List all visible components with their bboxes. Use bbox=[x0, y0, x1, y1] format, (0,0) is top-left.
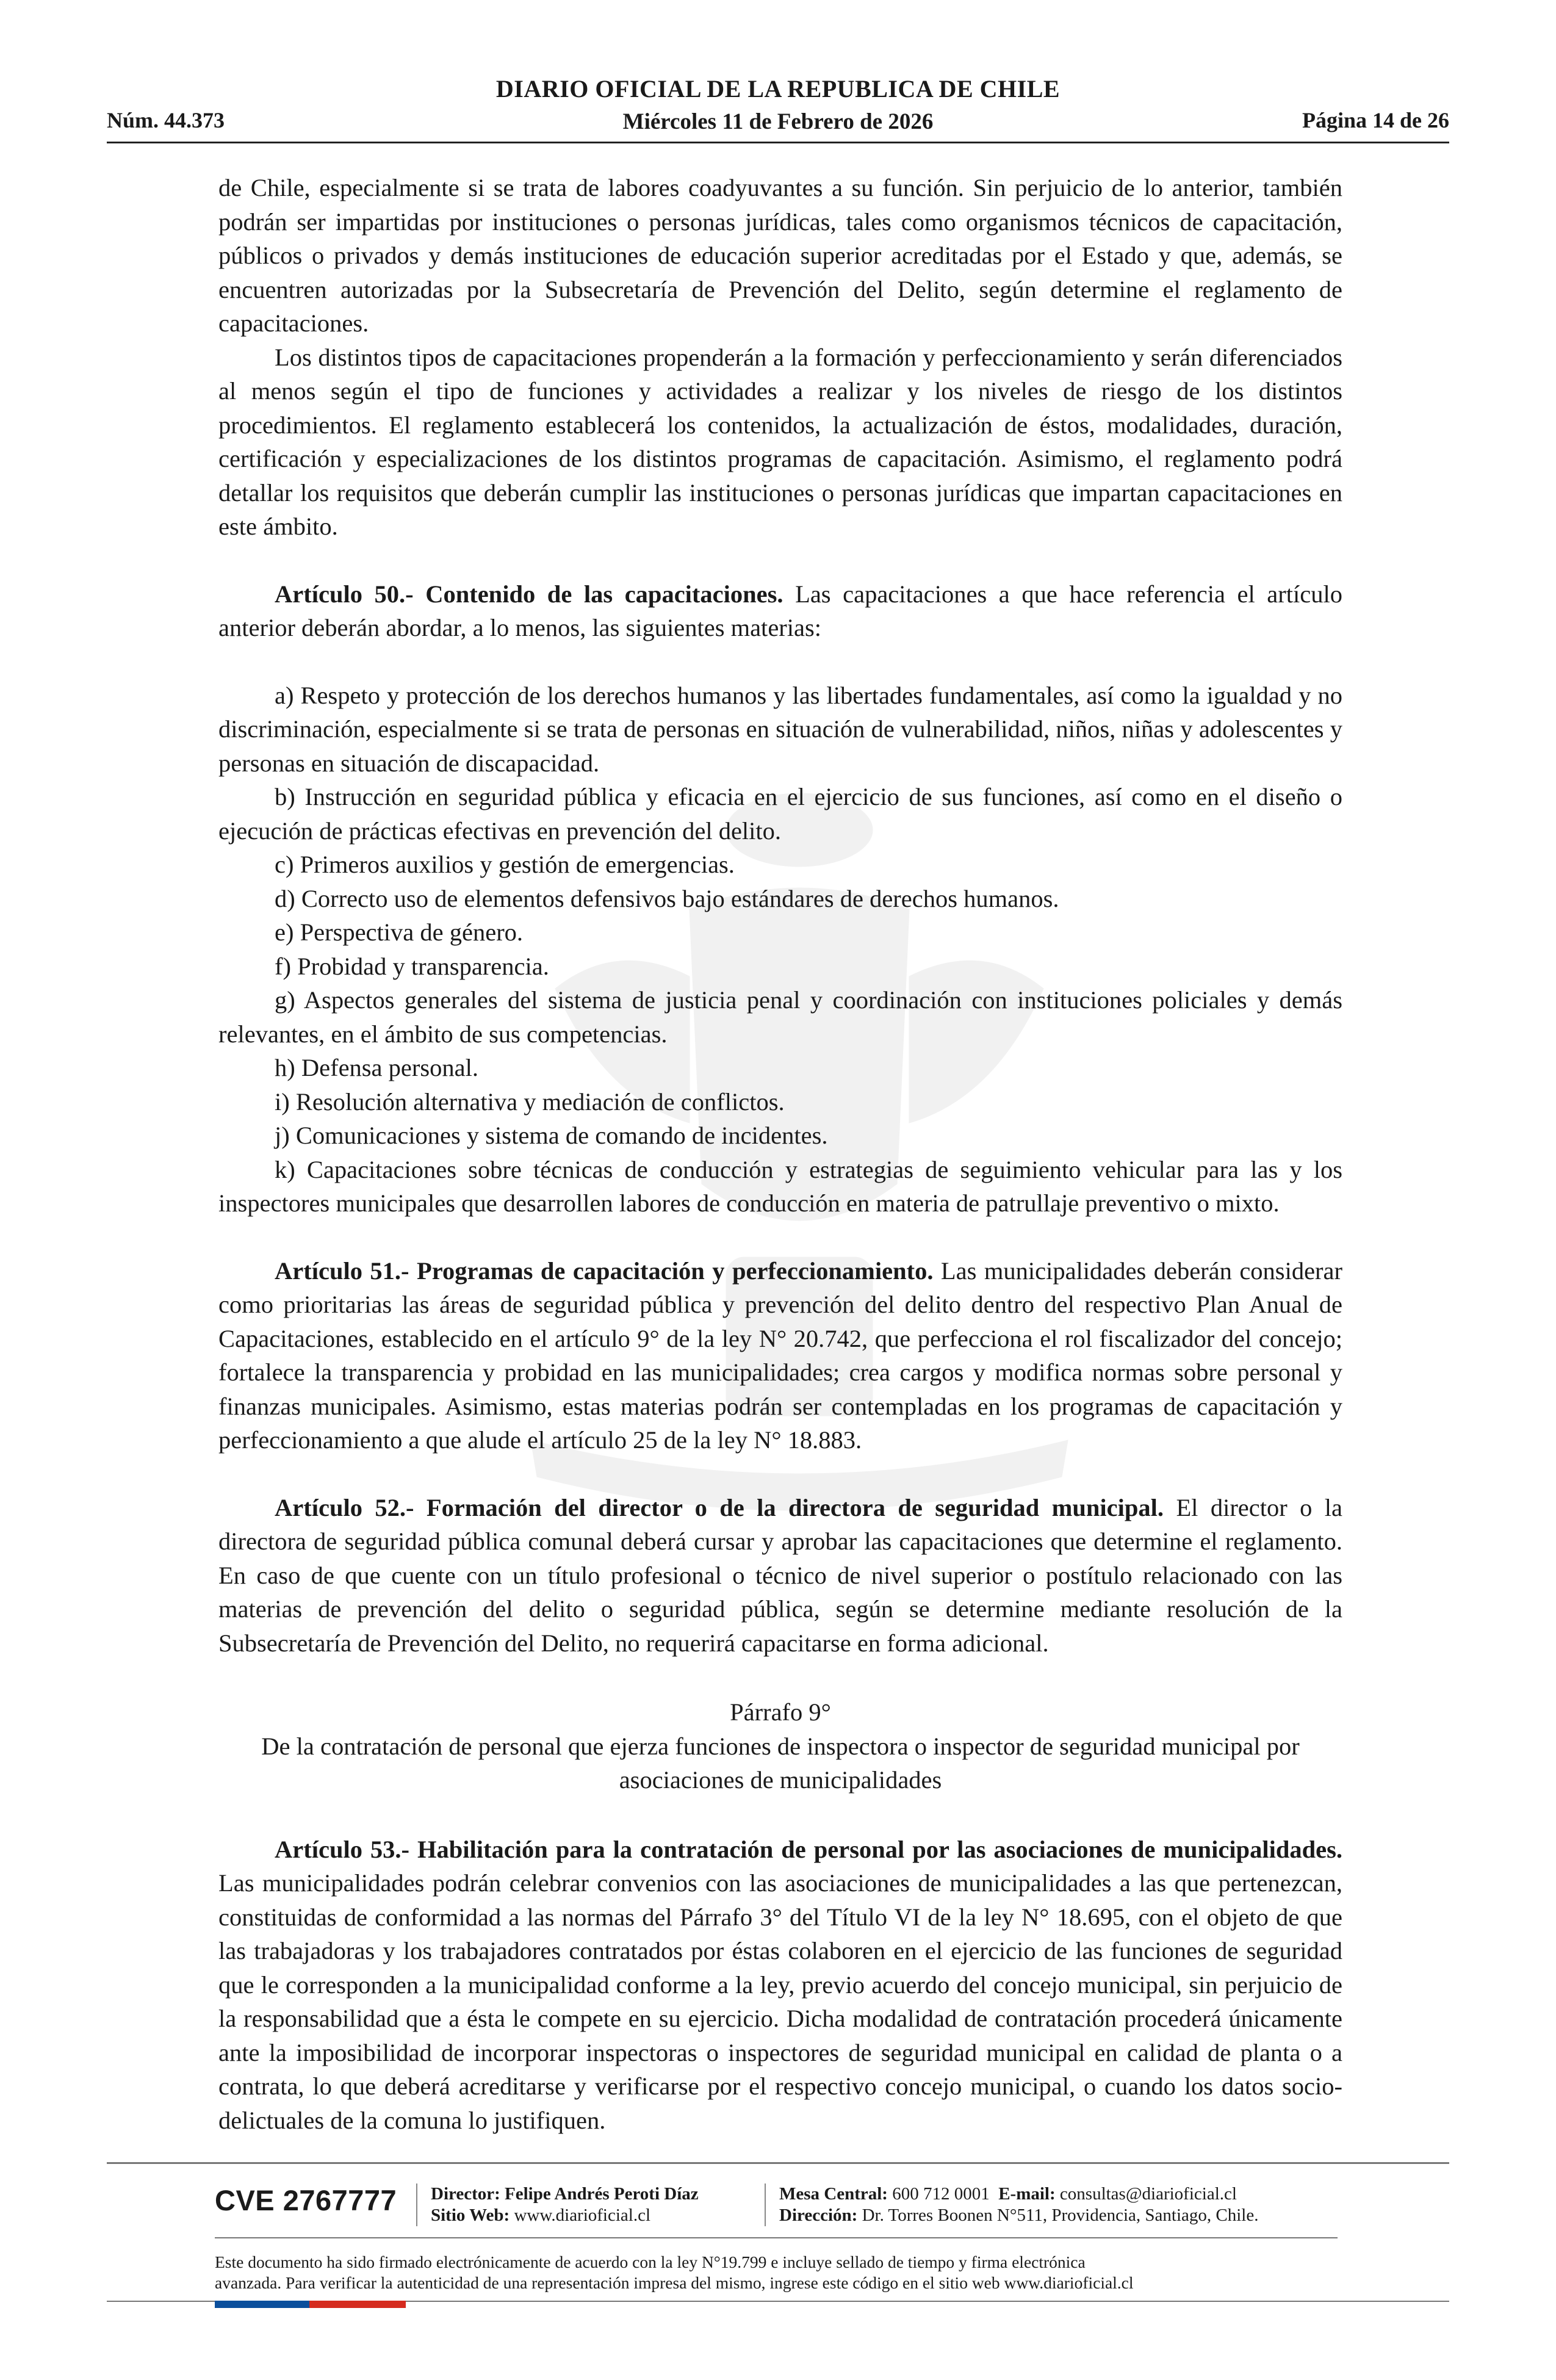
cve-code: CVE 2767777 bbox=[215, 2184, 397, 2216]
footer-separator bbox=[765, 2183, 766, 2226]
legal-line: Este documento ha sido firmado electrónicamente de acuerdo con la ley N°19.799 e incluye sellado de tiempo y firma electrónica bbox=[215, 2252, 1086, 2271]
article-51 bbox=[218, 1254, 1342, 1457]
address-value: Dr. Torres Boonen N°511, Providencia, Santiago, Chile. bbox=[862, 2205, 1259, 2225]
legal-line: avanzada. Para verificar la autenticidad de una representación impresa del mismo, ingrese este código en el sitio web www.diarioficial.cl bbox=[215, 2273, 1134, 2292]
article-50 bbox=[218, 577, 1342, 645]
article-52 bbox=[218, 1491, 1342, 1661]
footer-divider bbox=[215, 2237, 1338, 2238]
footer-director-block bbox=[431, 2183, 699, 2226]
list-item: g) Aspectos generales del sistema de justicia penal y coordinación con instituciones policiales y demás relevantes, en el ámbito de sus competencias. bbox=[218, 986, 1342, 1048]
email-link[interactable]: consultas@diarioficial.cl bbox=[1059, 2184, 1237, 2204]
list-item: i) Resolución alternativa y mediación de conflictos. bbox=[275, 1087, 785, 1116]
list-item: c) Primeros auxilios y gestión de emergencias. bbox=[275, 851, 735, 878]
article-heading: Artículo 51.- Programas de capacitación y perfeccionamiento. bbox=[275, 1257, 934, 1285]
header-center bbox=[107, 72, 1449, 138]
phone-label: Mesa Central: bbox=[779, 2184, 888, 2204]
director-label: Director: bbox=[431, 2184, 500, 2204]
article-text: El director o la directora de seguridad pública comunal deberá cursar y aprobar las capacitaciones que determine el reglamento. En caso de que cuente con un título profesional o técnico de nivel superior o postítulo relacionado con las materias de prevención del delito o seguridad pública, según se determine mediante resolución de la Subsecretaría de Prevención del Delito, no requerirá capacitarse en forma adicional. bbox=[218, 1493, 1342, 1657]
page-number: Página 14 de 26 bbox=[1302, 108, 1449, 132]
paragraph: de Chile, especialmente si se trata de labores coadyuvantes a su función. Sin perjuicio de lo anterior, también podrán ser impartidas por instituciones o personas jurídicas, tales como organismos técnicos de capacitación, públicos o privados y demás instituciones de educación superior acreditadas por el Estado y que, además, se encuentren autorizadas por la Subsecretaría de Prevención del Delito, según determine el reglamento de capacitaciones. bbox=[218, 174, 1342, 337]
list-item: f) Probidad y transparencia. bbox=[275, 952, 549, 980]
list-item: b) Instrucción en seguridad pública y eficacia en el ejercicio de sus funciones, así como en el diseño o ejecución de prácticas efectivas en prevención del delito. bbox=[218, 783, 1342, 845]
web-label: Sitio Web: bbox=[431, 2205, 510, 2225]
list-item: j) Comunicaciones y sistema de comando de incidentes. bbox=[275, 1122, 828, 1149]
footer-separator bbox=[416, 2183, 417, 2226]
list-item: h) Defensa personal. bbox=[275, 1054, 478, 1081]
legal-notice bbox=[215, 2252, 1341, 2293]
publication-date: Miércoles 11 de Febrero de 2026 bbox=[622, 109, 934, 134]
header-divider bbox=[107, 142, 1449, 143]
list-item: d) Correcto uso de elementos defensivos bajo estándares de derechos humanos. bbox=[275, 884, 1059, 912]
footer-contact-block bbox=[779, 2183, 1258, 2226]
director-name: Felipe Andrés Peroti Díaz bbox=[505, 2184, 699, 2204]
document-body bbox=[218, 171, 1342, 2137]
list-item: a) Respeto y protección de los derechos humanos y las libertades fundamentales, así como la igualdad y no discriminación, especialmente si se trata de personas en situación de vulnerabilidad, niños, niñas y adolescentes y personas en situación de discapacidad. bbox=[218, 681, 1342, 777]
web-link[interactable]: www.diarioficial.cl bbox=[514, 2205, 651, 2225]
page-header bbox=[107, 72, 1449, 145]
article-text: Las municipalidades podrán celebrar convenios con las asociaciones de municipalidades a las que pertenezcan, constituidas de conformidad a las normas del Párrafo 3° del Título VI de la ley N° 18.695, con el objeto de que las trabajadoras y los trabajadores contratados por éstas colaboren en el ejercicio de las funciones de seguridad que le corresponden a la municipalidad conforme a la ley, previo acuerdo del concejo municipal, sin perjuicio de la responsabilidad que a ésta le compete en su ejercicio. Dicha modalidad de contratación procederá únicamente ante la imposibilidad de incorporar inspectoras o inspectores de seguridad municipal en calidad de planta o a contrata, lo que deberá acreditarse y verificarse por el respectivo concejo municipal, o cuando los datos socio-delictuales de la comuna lo justifiquen. bbox=[218, 1869, 1342, 2134]
section-label: Párrafo 9° bbox=[730, 1698, 831, 1726]
article-heading: Artículo 53.- Habilitación para la contratación de personal por las asociaciones de municipalidades. bbox=[275, 1835, 1342, 1863]
article-53 bbox=[218, 1833, 1342, 2138]
paragraph: Los distintos tipos de capacitaciones propenderán a la formación y perfeccionamiento y serán diferenciados al menos según el tipo de funciones y actividades a realizar y los niveles de riesgo de los distintos procedimientos. El reglamento establecerá los contenidos, la actualización de éstos, modalidades, duración, certificación y especializaciones de los distintos programas de capacitación. Asimismo, el reglamento podrá detallar los requisitos que deberán cumplir las instituciones o personas jurídicas que impartan capacitaciones en este ámbito. bbox=[218, 343, 1342, 540]
list-item: e) Perspectiva de género. bbox=[275, 918, 524, 946]
article-heading: Artículo 52.- Formación del director o de la directora de seguridad municipal. bbox=[275, 1493, 1164, 1521]
phone-value: 600 712 0001 bbox=[892, 2184, 990, 2204]
flag-stripe-blue bbox=[215, 2301, 309, 2308]
email-label: E-mail: bbox=[998, 2184, 1056, 2204]
flag-stripe-red bbox=[309, 2301, 406, 2308]
publication-title: DIARIO OFICIAL DE LA REPUBLICA DE CHILE bbox=[495, 75, 1061, 103]
section-title: De la contratación de personal que ejerza funciones de inspectora o inspector de seguridad municipal por asociaciones de municipalidades bbox=[261, 1732, 1300, 1794]
issue-number: Núm. 44.373 bbox=[107, 108, 225, 132]
article-text: Las capacitaciones a que hace referencia el artículo anterior deberán abordar, a lo menos, las siguientes materias: bbox=[218, 580, 1342, 641]
article-heading: Artículo 50.- Contenido de las capacitaciones. bbox=[275, 580, 783, 608]
article-text: Las municipalidades deberán considerar como prioritarias las áreas de seguridad pública y prevención del delito dentro del respectivo Plan Anual de Capacitaciones, establecido en el artículo 9° de la ley N° 20.742, que perfecciona el rol fiscalizador del concejo; fortalece la transparencia y probidad en las municipalidades; crea cargos y modifica normas sobre personal y finanzas municipales. Asimismo, estas materias podrán ser contempladas en los programas de capacitación y perfeccionamiento a que alude el artículo 25 de la ley N° 18.883. bbox=[218, 1257, 1342, 1454]
list-item: k) Capacitaciones sobre técnicas de conducción y estrategias de seguimiento vehicular para las y los inspectores municipales que desarrollen labores de conducción en materia de patrullaje preventivo o mixto. bbox=[218, 1155, 1342, 1217]
address-label: Dirección: bbox=[779, 2205, 858, 2225]
footer-divider bbox=[107, 2162, 1449, 2164]
